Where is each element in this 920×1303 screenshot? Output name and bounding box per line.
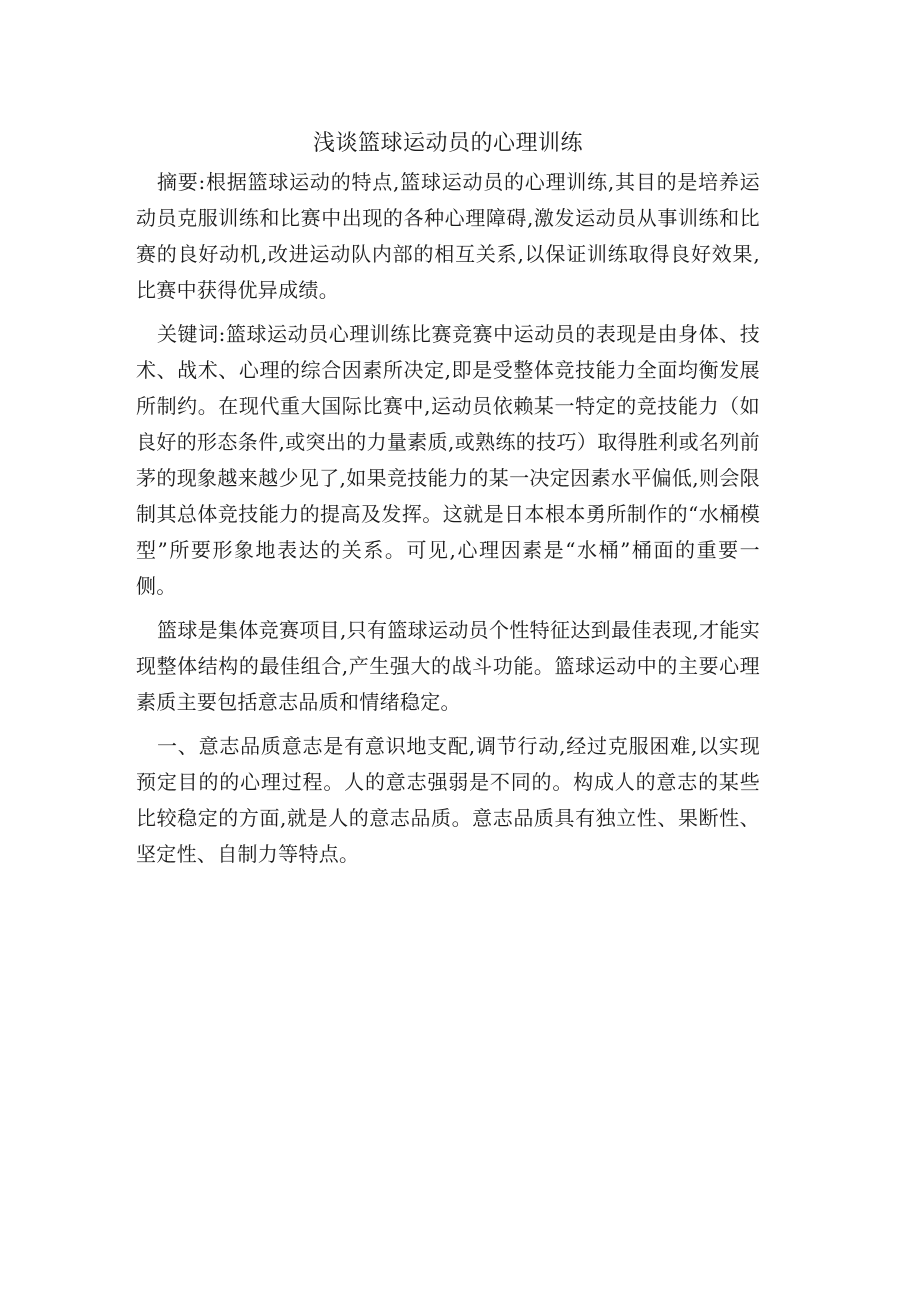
- document-body: [136, 126, 760, 880]
- keywords-paragraph: 关键词:篮球运动员心理训练比赛竞赛中运动员的表现是由身体、技术、战术、心理的综合因素所决定,即是受整体竞技能力全面均衡发展所制约。在现代重大国际比赛中,运动员依赖某一特定的竞技能力（如良好的形态条件,或突出的力量素质,或熟练的技巧）取得胜利或名列前茅的现象越来越少见了,如果竞技能力的某一决定因素水平偏低,则会限制其总体竞技能力的提高及发挥。这就是日本根本勇所制作的“水桶模型”所要形象地表达的关系。可见,心理因素是“水桶”桶面的重要一侧。: [136, 322, 760, 598]
- body-paragraph: 篮球是集体竞赛项目,只有篮球运动员个性特征达到最佳表现,才能实现整体结构的最佳组合,产生强大的战斗功能。篮球运动中的主要心理素质主要包括意志品质和情绪稳定。: [136, 618, 760, 714]
- section-paragraph: 一、意志品质意志是有意识地支配,调节行动,经过克服困难,以实现预定目的的心理过程。人的意志强弱是不同的。构成人的意志的某些比较稳定的方面,就是人的意志品质。意志品质具有独立性、果断性、坚定性、自制力等特点。: [136, 734, 760, 866]
- abstract-paragraph: 摘要:根据篮球运动的特点,篮球运动员的心理训练,其目的是培养运动员克服训练和比赛中出现的各种心理障碍,激发运动员从事训练和比赛的良好动机,改进运动队内部的相互关系,以保证训练取得良好效果,比赛中获得优异成绩。: [136, 170, 760, 302]
- document-title: 浅谈篮球运动员的心理训练: [312, 131, 583, 156]
